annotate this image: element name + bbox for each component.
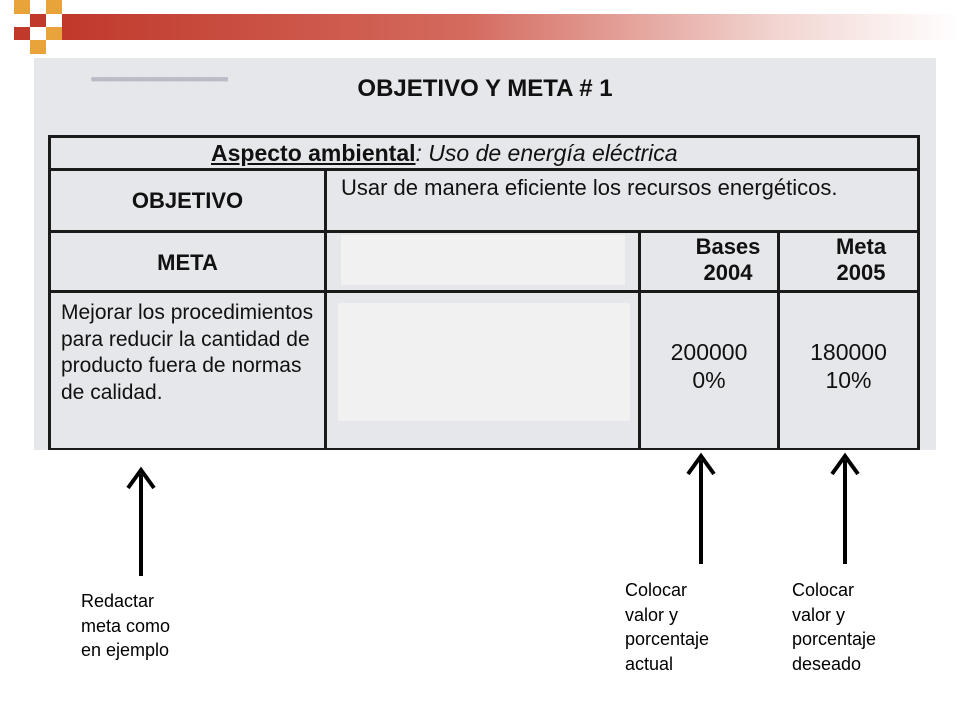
- base-cell: [641, 338, 777, 394]
- base-percent: 0%: [692, 367, 726, 393]
- table-col-rule-1: [324, 168, 327, 450]
- decor-square-6: [46, 27, 62, 40]
- target-cell: [780, 338, 917, 394]
- arrow-up-icon: [126, 466, 156, 576]
- arrow-up-icon: [686, 452, 716, 564]
- decor-square-1: [14, 0, 30, 14]
- bleed-through-texture: ▔▔▔▔▔▔▔▔: [92, 78, 228, 103]
- target-value: 180000: [810, 339, 887, 365]
- example-meta-text: Mejorar los procedimientos para reducir la cantidad de producto fuera de normas de calidad.: [61, 301, 314, 404]
- scanned-document: [34, 58, 936, 450]
- target-percent: 10%: [825, 367, 872, 393]
- meta-label: META: [157, 250, 218, 275]
- aspect-row: [211, 140, 678, 167]
- table-rule-2: [51, 230, 917, 233]
- objective-label: OBJETIVO: [131, 188, 244, 213]
- decor-square-5: [30, 40, 46, 54]
- objective-text: Usar de manera eficiente los recursos energéticos.: [341, 175, 838, 200]
- document-title: OBJETIVO Y META # 1: [357, 75, 613, 102]
- caption-valor-actual: Colocar valor y porcentaje actual: [625, 580, 710, 674]
- decor-square-2: [30, 14, 46, 27]
- decor-square-3: [46, 0, 62, 14]
- decor-square-4: [14, 27, 30, 40]
- base-value: 200000: [670, 339, 748, 365]
- decor-gradient-bar: [62, 14, 960, 40]
- aspect-label: Aspecto ambiental: [211, 140, 416, 166]
- objective-table: [48, 135, 920, 450]
- meta-header-blank: [341, 235, 625, 285]
- table-rule-3: [51, 290, 917, 293]
- table-rule-1: [51, 168, 917, 171]
- caption-valor-deseado: Colocar valor y porcentaje deseado: [792, 580, 877, 674]
- meta-year-header: Meta 2005: [835, 234, 887, 285]
- bases-header: Bases 2004: [695, 234, 761, 285]
- decorative-header-bar: [0, 0, 960, 60]
- caption-redactar-meta: Redactar meta como en ejemplo: [81, 591, 171, 660]
- example-indicator-blank: [338, 303, 630, 421]
- arrow-up-icon: [830, 452, 860, 564]
- table-rule-4: [51, 448, 917, 450]
- aspect-value: : Uso de energía eléctrica: [415, 140, 678, 166]
